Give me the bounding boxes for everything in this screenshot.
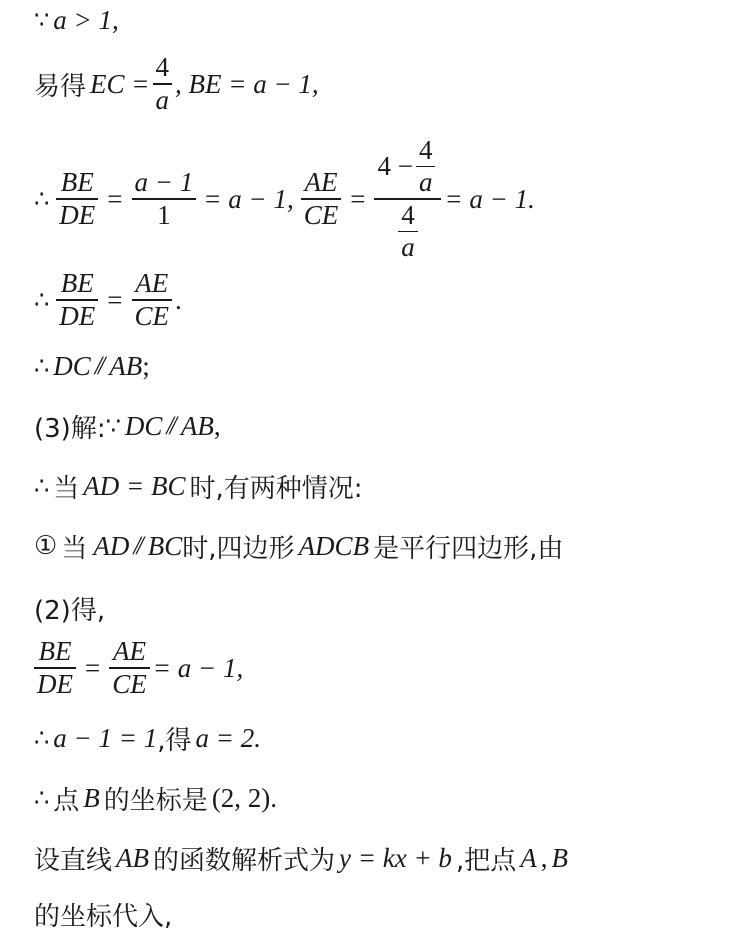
segment-ad: AD bbox=[93, 530, 130, 561]
period: . bbox=[175, 284, 182, 315]
easy-get-text: 易得 bbox=[34, 71, 87, 102]
semicolon: ; bbox=[142, 350, 150, 381]
line-a-greater-1 bbox=[34, 2, 119, 38]
segment-bc: BC bbox=[147, 530, 183, 561]
therefore-symbol: ∴ bbox=[34, 784, 50, 812]
let-line-text: 设直线 bbox=[34, 845, 113, 876]
because-symbol: ∵ bbox=[34, 6, 50, 34]
numerator: AE bbox=[112, 636, 146, 667]
fraction-be-de bbox=[56, 167, 98, 231]
segment-dc: DC bbox=[53, 350, 91, 381]
numerator: AE bbox=[304, 167, 338, 198]
equals-a-minus-1: = a − 1, bbox=[152, 652, 244, 683]
line-solve-a bbox=[34, 718, 261, 758]
therefore-symbol: ∴ bbox=[34, 286, 50, 314]
a-equals-2: a = 2. bbox=[195, 722, 261, 753]
numerator: 4 bbox=[155, 52, 169, 83]
denominator: a bbox=[401, 232, 415, 263]
denominator: a bbox=[418, 167, 433, 198]
point-b: B bbox=[551, 842, 568, 873]
line-ratio-equality bbox=[34, 262, 182, 338]
parallel-symbol: // bbox=[133, 531, 140, 560]
therefore-symbol: ∴ bbox=[34, 352, 50, 380]
equals-a-minus-1-end: = a − 1. bbox=[444, 183, 535, 214]
numerator: BE bbox=[60, 268, 94, 299]
denominator: 1 bbox=[157, 199, 171, 230]
complex-denominator bbox=[392, 200, 424, 264]
line-ratio-result bbox=[34, 630, 243, 706]
complex-fraction bbox=[374, 135, 441, 264]
numerator: BE bbox=[38, 636, 72, 667]
get-text: ,得 bbox=[157, 725, 192, 756]
denominator: DE bbox=[59, 300, 96, 331]
substitute-text: ,把点 bbox=[455, 845, 517, 876]
four-minus: 4 − bbox=[377, 150, 413, 181]
ec-label: EC = bbox=[90, 68, 150, 99]
inner-fraction-4-over-a bbox=[398, 200, 418, 264]
inequality-text: a > 1, bbox=[53, 4, 119, 35]
parallelogram-text: 是平行四边形,由 bbox=[373, 533, 564, 564]
equals-sign: = bbox=[107, 284, 123, 315]
segment-ab: AB bbox=[180, 410, 214, 441]
inner-fraction-4-over-a bbox=[416, 135, 436, 199]
line-line-ab bbox=[34, 838, 568, 878]
denominator: CE bbox=[112, 668, 147, 699]
equals-sign: = bbox=[350, 183, 366, 214]
equals-sign: = bbox=[85, 652, 101, 683]
therefore-symbol: ∴ bbox=[34, 185, 50, 213]
function-text: 的函数解析式为 bbox=[153, 845, 336, 876]
point-text: 点 bbox=[53, 785, 80, 816]
equals-a-minus-1: = a − 1, bbox=[203, 183, 294, 214]
line-ab: AB bbox=[116, 842, 150, 873]
two-cases-text: 时,有两种情况: bbox=[189, 473, 363, 504]
line-case-1 bbox=[34, 526, 563, 566]
denominator: CE bbox=[303, 199, 339, 230]
therefore-symbol: ∴ bbox=[34, 724, 50, 752]
numerator: a − 1 bbox=[134, 167, 194, 198]
line-ec-be bbox=[34, 46, 319, 122]
when-text: 当 bbox=[53, 473, 80, 504]
parallel-symbol: // bbox=[94, 351, 102, 380]
numerator: 4 bbox=[401, 199, 415, 230]
line-part-3 bbox=[34, 406, 221, 446]
line-point-b bbox=[34, 778, 277, 818]
be-expression: , BE = a − 1, bbox=[175, 68, 319, 99]
line-ratio-computation bbox=[34, 134, 535, 263]
numerator: 4 bbox=[418, 134, 433, 165]
part-3-label: (3)解: bbox=[34, 413, 106, 444]
denominator: CE bbox=[134, 300, 170, 331]
when-text: 当 bbox=[61, 533, 88, 564]
because-symbol: ∵ bbox=[105, 412, 121, 440]
point-b: B bbox=[83, 782, 100, 813]
equals-sign: = bbox=[107, 183, 123, 214]
fraction-4-over-a bbox=[153, 52, 173, 116]
linear-function: y = kx + b bbox=[339, 842, 452, 873]
coordinates-substitute-text: 的坐标代入, bbox=[34, 901, 173, 932]
line-substitute bbox=[34, 894, 172, 934]
fraction-ae-ce bbox=[301, 167, 342, 231]
quadrilateral-adcb: ADCB bbox=[298, 530, 370, 561]
segment-dc: DC bbox=[124, 410, 163, 441]
point-a: A bbox=[520, 842, 537, 873]
therefore-symbol: ∴ bbox=[34, 472, 50, 500]
complex-numerator bbox=[374, 135, 441, 199]
fraction-ae-ce bbox=[109, 636, 150, 700]
fraction-be-de bbox=[34, 636, 76, 700]
fraction-be-de bbox=[56, 268, 98, 332]
denominator: DE bbox=[37, 668, 73, 699]
line-dc-parallel-ab bbox=[34, 346, 150, 386]
denominator: DE bbox=[59, 199, 96, 230]
line-from-2 bbox=[34, 588, 105, 628]
line-two-cases bbox=[34, 466, 363, 506]
numerator: AE bbox=[135, 268, 169, 299]
fraction-a-minus-1-over-1 bbox=[132, 167, 197, 231]
segment-ab: AB bbox=[109, 350, 143, 381]
case-1-marker: ① bbox=[34, 531, 58, 561]
numerator: BE bbox=[60, 167, 94, 198]
comma: , bbox=[540, 842, 548, 873]
coordinate-text: 的坐标是 bbox=[103, 785, 208, 816]
from-part-2-text: (2)得, bbox=[34, 595, 106, 626]
parallel-symbol: // bbox=[166, 411, 173, 440]
comma: , bbox=[213, 410, 221, 441]
fraction-ae-ce bbox=[132, 268, 173, 332]
equation-a-minus-1: a − 1 = 1 bbox=[53, 722, 158, 753]
denominator: a bbox=[155, 84, 169, 115]
ad-equals-bc: AD = BC bbox=[83, 470, 186, 501]
quadrilateral-text: 时,四边形 bbox=[182, 533, 295, 564]
coordinate-value: (2, 2). bbox=[211, 782, 278, 813]
